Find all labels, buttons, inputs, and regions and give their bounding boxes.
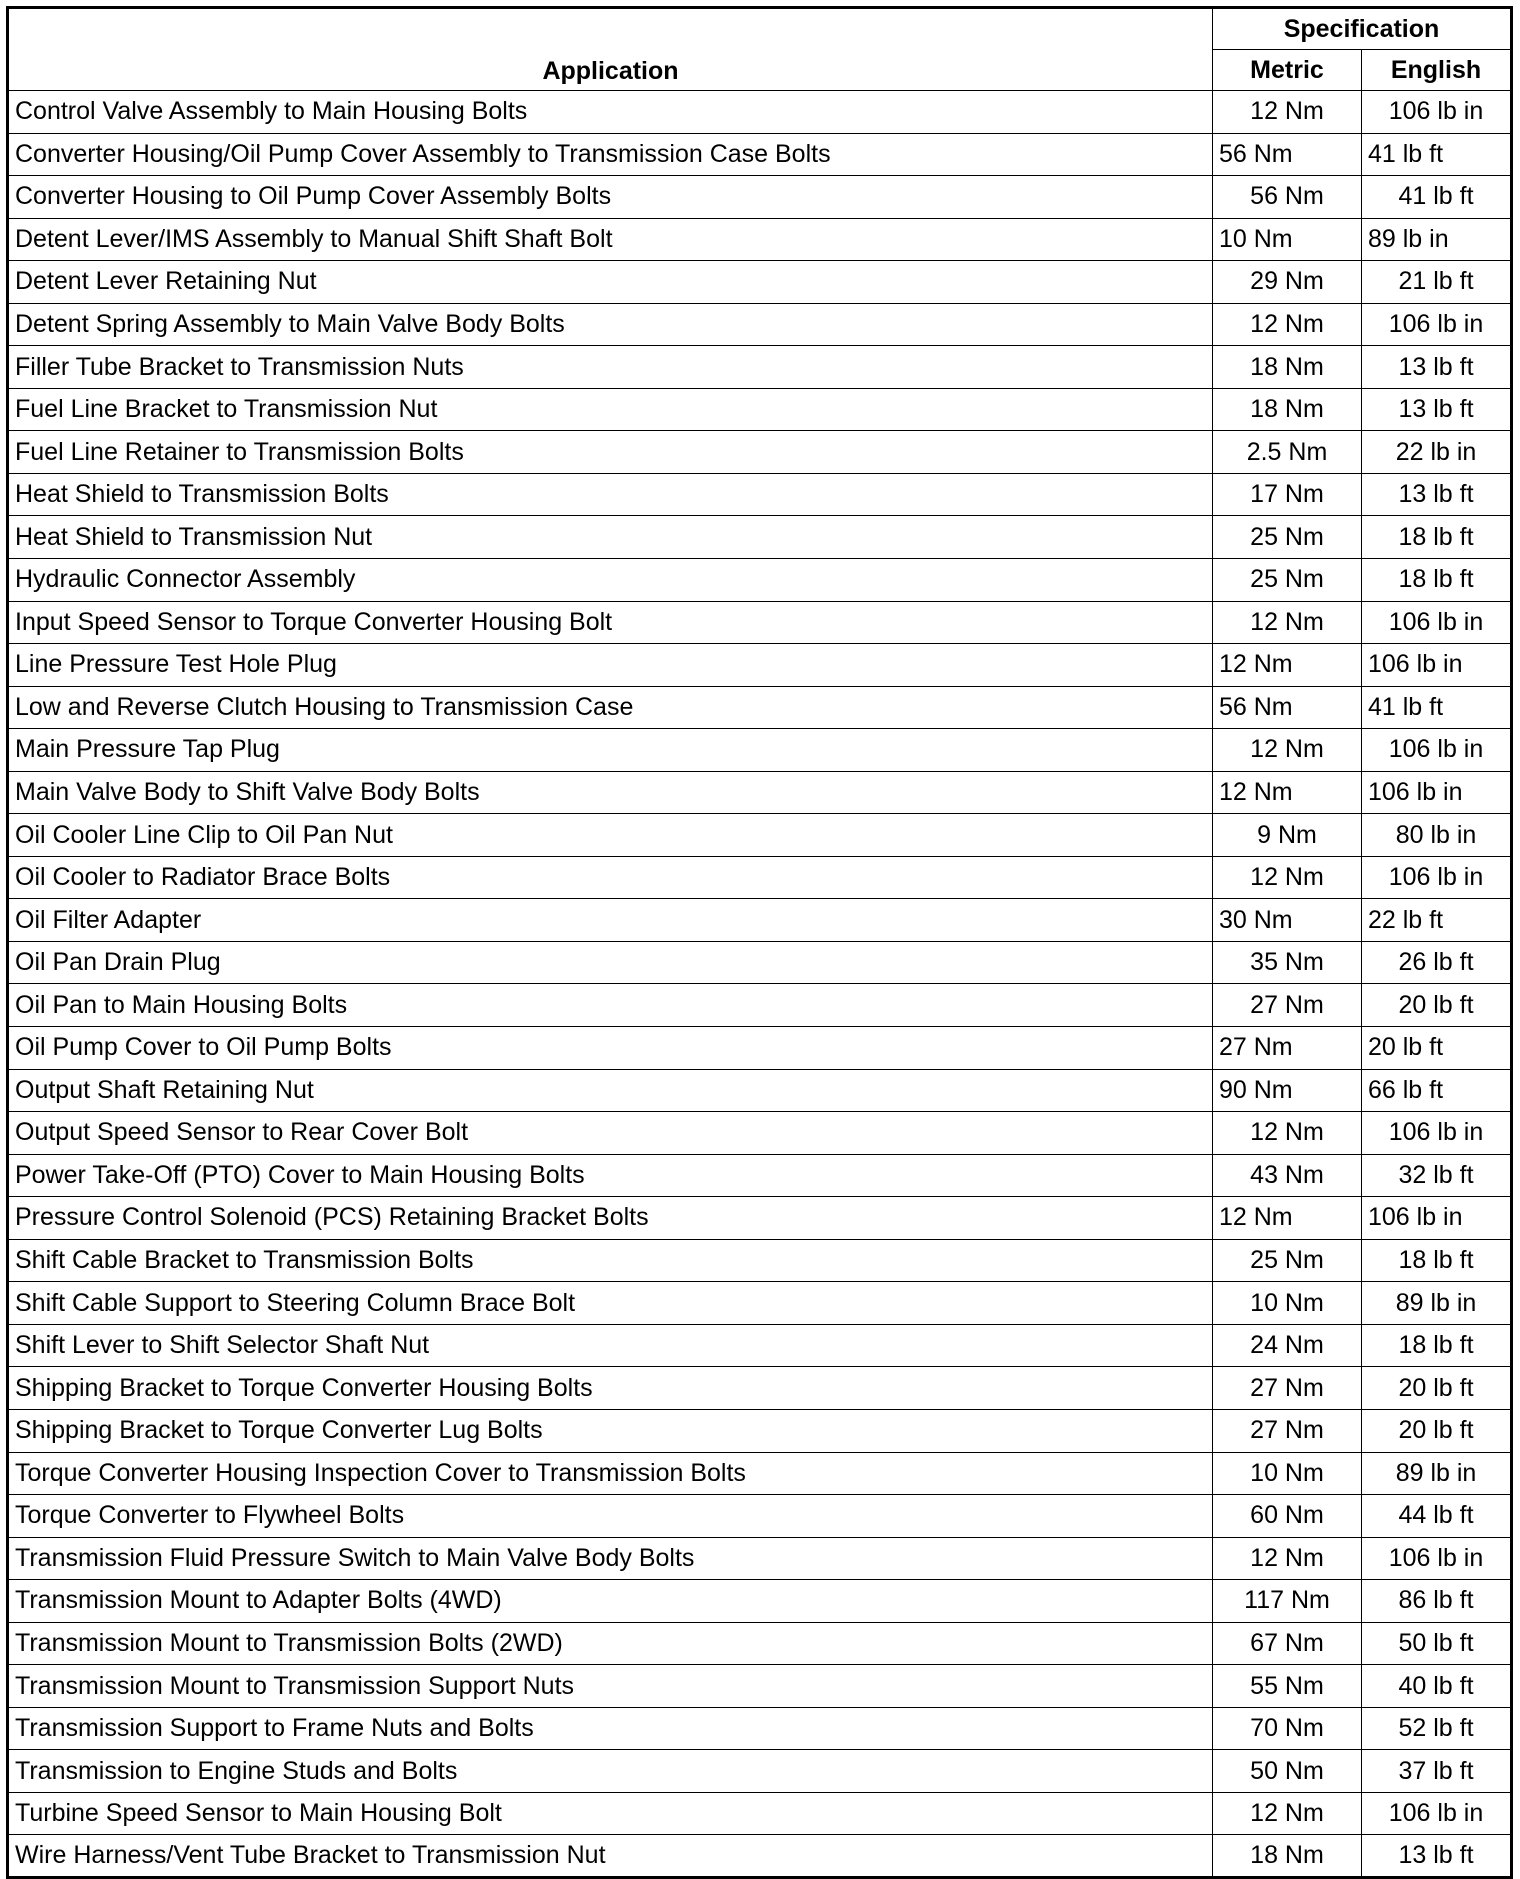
application-cell: Detent Lever/IMS Assembly to Manual Shift Shaft Bolt — [8, 218, 1213, 261]
table-row — [8, 516, 1512, 559]
table-row — [8, 473, 1512, 516]
metric-cell: 35 Nm — [1213, 941, 1362, 984]
metric-cell: 25 Nm — [1213, 1239, 1362, 1282]
table-row — [8, 1707, 1512, 1750]
application-cell: Detent Lever Retaining Nut — [8, 261, 1213, 304]
application-cell: Heat Shield to Transmission Bolts — [8, 473, 1213, 516]
table-row — [8, 1580, 1512, 1623]
table-row — [8, 899, 1512, 942]
metric-cell: 90 Nm — [1213, 1069, 1362, 1112]
english-cell: 106 lb in — [1362, 856, 1512, 899]
application-cell: Power Take-Off (PTO) Cover to Main Housing Bolts — [8, 1154, 1213, 1197]
table-row — [8, 1069, 1512, 1112]
table-row — [8, 1112, 1512, 1155]
english-cell: 106 lb in — [1362, 1112, 1512, 1155]
english-cell: 106 lb in — [1362, 729, 1512, 772]
application-cell: Main Pressure Tap Plug — [8, 729, 1213, 772]
torque-spec-table — [6, 6, 1513, 1879]
english-cell: 13 lb ft — [1362, 473, 1512, 516]
metric-cell: 12 Nm — [1213, 644, 1362, 687]
english-cell: 80 lb in — [1362, 814, 1512, 857]
application-cell: Oil Pump Cover to Oil Pump Bolts — [8, 1027, 1213, 1070]
application-cell: Shift Lever to Shift Selector Shaft Nut — [8, 1324, 1213, 1367]
application-cell: Shift Cable Bracket to Transmission Bolts — [8, 1239, 1213, 1282]
table-row — [8, 1282, 1512, 1325]
english-cell: 89 lb in — [1362, 218, 1512, 261]
metric-cell: 12 Nm — [1213, 1197, 1362, 1240]
metric-cell: 117 Nm — [1213, 1580, 1362, 1623]
table-row — [8, 941, 1512, 984]
application-cell: Heat Shield to Transmission Nut — [8, 516, 1213, 559]
table-row — [8, 346, 1512, 389]
table-row — [8, 856, 1512, 899]
table-row — [8, 1197, 1512, 1240]
english-cell: 41 lb ft — [1362, 133, 1512, 176]
application-cell: Transmission Mount to Transmission Bolts (2WD) — [8, 1622, 1213, 1665]
metric-cell: 27 Nm — [1213, 1409, 1362, 1452]
table-row — [8, 133, 1512, 176]
table-row — [8, 218, 1512, 261]
metric-cell: 43 Nm — [1213, 1154, 1362, 1197]
header-english: English — [1362, 50, 1512, 91]
metric-cell: 10 Nm — [1213, 1282, 1362, 1325]
metric-cell: 60 Nm — [1213, 1495, 1362, 1538]
application-cell: Torque Converter Housing Inspection Cover to Transmission Bolts — [8, 1452, 1213, 1495]
metric-cell: 18 Nm — [1213, 346, 1362, 389]
metric-cell: 9 Nm — [1213, 814, 1362, 857]
application-cell: Wire Harness/Vent Tube Bracket to Transmission Nut — [8, 1835, 1213, 1878]
table-row — [8, 729, 1512, 772]
application-cell: Transmission to Engine Studs and Bolts — [8, 1750, 1213, 1793]
table-row — [8, 1495, 1512, 1538]
english-cell: 89 lb in — [1362, 1282, 1512, 1325]
table-row — [8, 1367, 1512, 1410]
metric-cell: 10 Nm — [1213, 1452, 1362, 1495]
metric-cell: 70 Nm — [1213, 1707, 1362, 1750]
header-specification: Specification — [1213, 8, 1512, 50]
table-row — [8, 91, 1512, 134]
table-body — [8, 91, 1512, 1878]
english-cell: 13 lb ft — [1362, 1835, 1512, 1878]
table-row — [8, 771, 1512, 814]
application-cell: Torque Converter to Flywheel Bolts — [8, 1495, 1213, 1538]
english-cell: 37 lb ft — [1362, 1750, 1512, 1793]
table-row — [8, 1324, 1512, 1367]
table-row — [8, 1665, 1512, 1708]
application-cell: Oil Cooler Line Clip to Oil Pan Nut — [8, 814, 1213, 857]
english-cell: 18 lb ft — [1362, 516, 1512, 559]
metric-cell: 25 Nm — [1213, 516, 1362, 559]
english-cell: 106 lb in — [1362, 601, 1512, 644]
application-cell: Shipping Bracket to Torque Converter Lug Bolts — [8, 1409, 1213, 1452]
application-cell: Converter Housing to Oil Pump Cover Assembly Bolts — [8, 176, 1213, 219]
metric-cell: 10 Nm — [1213, 218, 1362, 261]
metric-cell: 12 Nm — [1213, 1112, 1362, 1155]
english-cell: 20 lb ft — [1362, 1409, 1512, 1452]
metric-cell: 56 Nm — [1213, 176, 1362, 219]
metric-cell: 30 Nm — [1213, 899, 1362, 942]
metric-cell: 27 Nm — [1213, 1027, 1362, 1070]
english-cell: 21 lb ft — [1362, 261, 1512, 304]
english-cell: 13 lb ft — [1362, 388, 1512, 431]
metric-cell: 12 Nm — [1213, 91, 1362, 134]
metric-cell: 2.5 Nm — [1213, 431, 1362, 474]
english-cell: 20 lb ft — [1362, 984, 1512, 1027]
english-cell: 106 lb in — [1362, 91, 1512, 134]
english-cell: 41 lb ft — [1362, 176, 1512, 219]
table-row — [8, 1154, 1512, 1197]
english-cell: 41 lb ft — [1362, 686, 1512, 729]
metric-cell: 56 Nm — [1213, 133, 1362, 176]
application-cell: Pressure Control Solenoid (PCS) Retaining Bracket Bolts — [8, 1197, 1213, 1240]
application-cell: Transmission Mount to Adapter Bolts (4WD) — [8, 1580, 1213, 1623]
metric-cell: 55 Nm — [1213, 1665, 1362, 1708]
metric-cell: 50 Nm — [1213, 1750, 1362, 1793]
english-cell: 18 lb ft — [1362, 1239, 1512, 1282]
english-cell: 86 lb ft — [1362, 1580, 1512, 1623]
table-row — [8, 1835, 1512, 1878]
metric-cell: 12 Nm — [1213, 303, 1362, 346]
english-cell: 52 lb ft — [1362, 1707, 1512, 1750]
table-row — [8, 814, 1512, 857]
metric-cell: 56 Nm — [1213, 686, 1362, 729]
metric-cell: 12 Nm — [1213, 729, 1362, 772]
table-row — [8, 1452, 1512, 1495]
english-cell: 13 lb ft — [1362, 346, 1512, 389]
header-application: Application — [8, 8, 1213, 91]
metric-cell: 18 Nm — [1213, 388, 1362, 431]
metric-cell: 27 Nm — [1213, 984, 1362, 1027]
application-cell: Oil Cooler to Radiator Brace Bolts — [8, 856, 1213, 899]
table-row — [8, 686, 1512, 729]
english-cell: 106 lb in — [1362, 771, 1512, 814]
application-cell: Input Speed Sensor to Torque Converter Housing Bolt — [8, 601, 1213, 644]
table-row — [8, 1239, 1512, 1282]
application-cell: Transmission Mount to Transmission Support Nuts — [8, 1665, 1213, 1708]
table-row — [8, 644, 1512, 687]
table-row — [8, 1027, 1512, 1070]
metric-cell: 12 Nm — [1213, 1792, 1362, 1835]
application-cell: Oil Filter Adapter — [8, 899, 1213, 942]
metric-cell: 24 Nm — [1213, 1324, 1362, 1367]
table-row — [8, 1622, 1512, 1665]
application-cell: Converter Housing/Oil Pump Cover Assembly to Transmission Case Bolts — [8, 133, 1213, 176]
application-cell: Shift Cable Support to Steering Column Brace Bolt — [8, 1282, 1213, 1325]
english-cell: 106 lb in — [1362, 644, 1512, 687]
metric-cell: 18 Nm — [1213, 1835, 1362, 1878]
application-cell: Fuel Line Retainer to Transmission Bolts — [8, 431, 1213, 474]
metric-cell: 25 Nm — [1213, 559, 1362, 602]
application-cell: Hydraulic Connector Assembly — [8, 559, 1213, 602]
application-cell: Control Valve Assembly to Main Housing Bolts — [8, 91, 1213, 134]
metric-cell: 17 Nm — [1213, 473, 1362, 516]
english-cell: 20 lb ft — [1362, 1027, 1512, 1070]
table-row — [8, 601, 1512, 644]
english-cell: 32 lb ft — [1362, 1154, 1512, 1197]
table-row — [8, 1750, 1512, 1793]
metric-cell: 12 Nm — [1213, 856, 1362, 899]
header-metric: Metric — [1213, 50, 1362, 91]
table-row — [8, 176, 1512, 219]
english-cell: 18 lb ft — [1362, 559, 1512, 602]
english-cell: 22 lb ft — [1362, 899, 1512, 942]
english-cell: 89 lb in — [1362, 1452, 1512, 1495]
table-row — [8, 431, 1512, 474]
metric-cell: 29 Nm — [1213, 261, 1362, 304]
table-row — [8, 303, 1512, 346]
english-cell: 40 lb ft — [1362, 1665, 1512, 1708]
application-cell: Turbine Speed Sensor to Main Housing Bolt — [8, 1792, 1213, 1835]
table-row — [8, 559, 1512, 602]
english-cell: 106 lb in — [1362, 1537, 1512, 1580]
application-cell: Shipping Bracket to Torque Converter Housing Bolts — [8, 1367, 1213, 1410]
table-row — [8, 261, 1512, 304]
english-cell: 26 lb ft — [1362, 941, 1512, 984]
english-cell: 106 lb in — [1362, 1197, 1512, 1240]
application-cell: Oil Pan Drain Plug — [8, 941, 1213, 984]
application-cell: Transmission Fluid Pressure Switch to Main Valve Body Bolts — [8, 1537, 1213, 1580]
application-cell: Filler Tube Bracket to Transmission Nuts — [8, 346, 1213, 389]
table-header — [8, 8, 1512, 91]
english-cell: 20 lb ft — [1362, 1367, 1512, 1410]
application-cell: Detent Spring Assembly to Main Valve Body Bolts — [8, 303, 1213, 346]
metric-cell: 27 Nm — [1213, 1367, 1362, 1410]
application-cell: Oil Pan to Main Housing Bolts — [8, 984, 1213, 1027]
english-cell: 106 lb in — [1362, 1792, 1512, 1835]
application-cell: Fuel Line Bracket to Transmission Nut — [8, 388, 1213, 431]
table-row — [8, 1409, 1512, 1452]
application-cell: Output Speed Sensor to Rear Cover Bolt — [8, 1112, 1213, 1155]
table-row — [8, 984, 1512, 1027]
english-cell: 44 lb ft — [1362, 1495, 1512, 1538]
application-cell: Transmission Support to Frame Nuts and Bolts — [8, 1707, 1213, 1750]
metric-cell: 67 Nm — [1213, 1622, 1362, 1665]
application-cell: Low and Reverse Clutch Housing to Transmission Case — [8, 686, 1213, 729]
table-row — [8, 1792, 1512, 1835]
english-cell: 18 lb ft — [1362, 1324, 1512, 1367]
application-cell: Output Shaft Retaining Nut — [8, 1069, 1213, 1112]
metric-cell: 12 Nm — [1213, 1537, 1362, 1580]
application-cell: Main Valve Body to Shift Valve Body Bolts — [8, 771, 1213, 814]
english-cell: 66 lb ft — [1362, 1069, 1512, 1112]
table-row — [8, 1537, 1512, 1580]
metric-cell: 12 Nm — [1213, 771, 1362, 814]
application-cell: Line Pressure Test Hole Plug — [8, 644, 1213, 687]
english-cell: 50 lb ft — [1362, 1622, 1512, 1665]
table-row — [8, 388, 1512, 431]
english-cell: 106 lb in — [1362, 303, 1512, 346]
english-cell: 22 lb in — [1362, 431, 1512, 474]
metric-cell: 12 Nm — [1213, 601, 1362, 644]
